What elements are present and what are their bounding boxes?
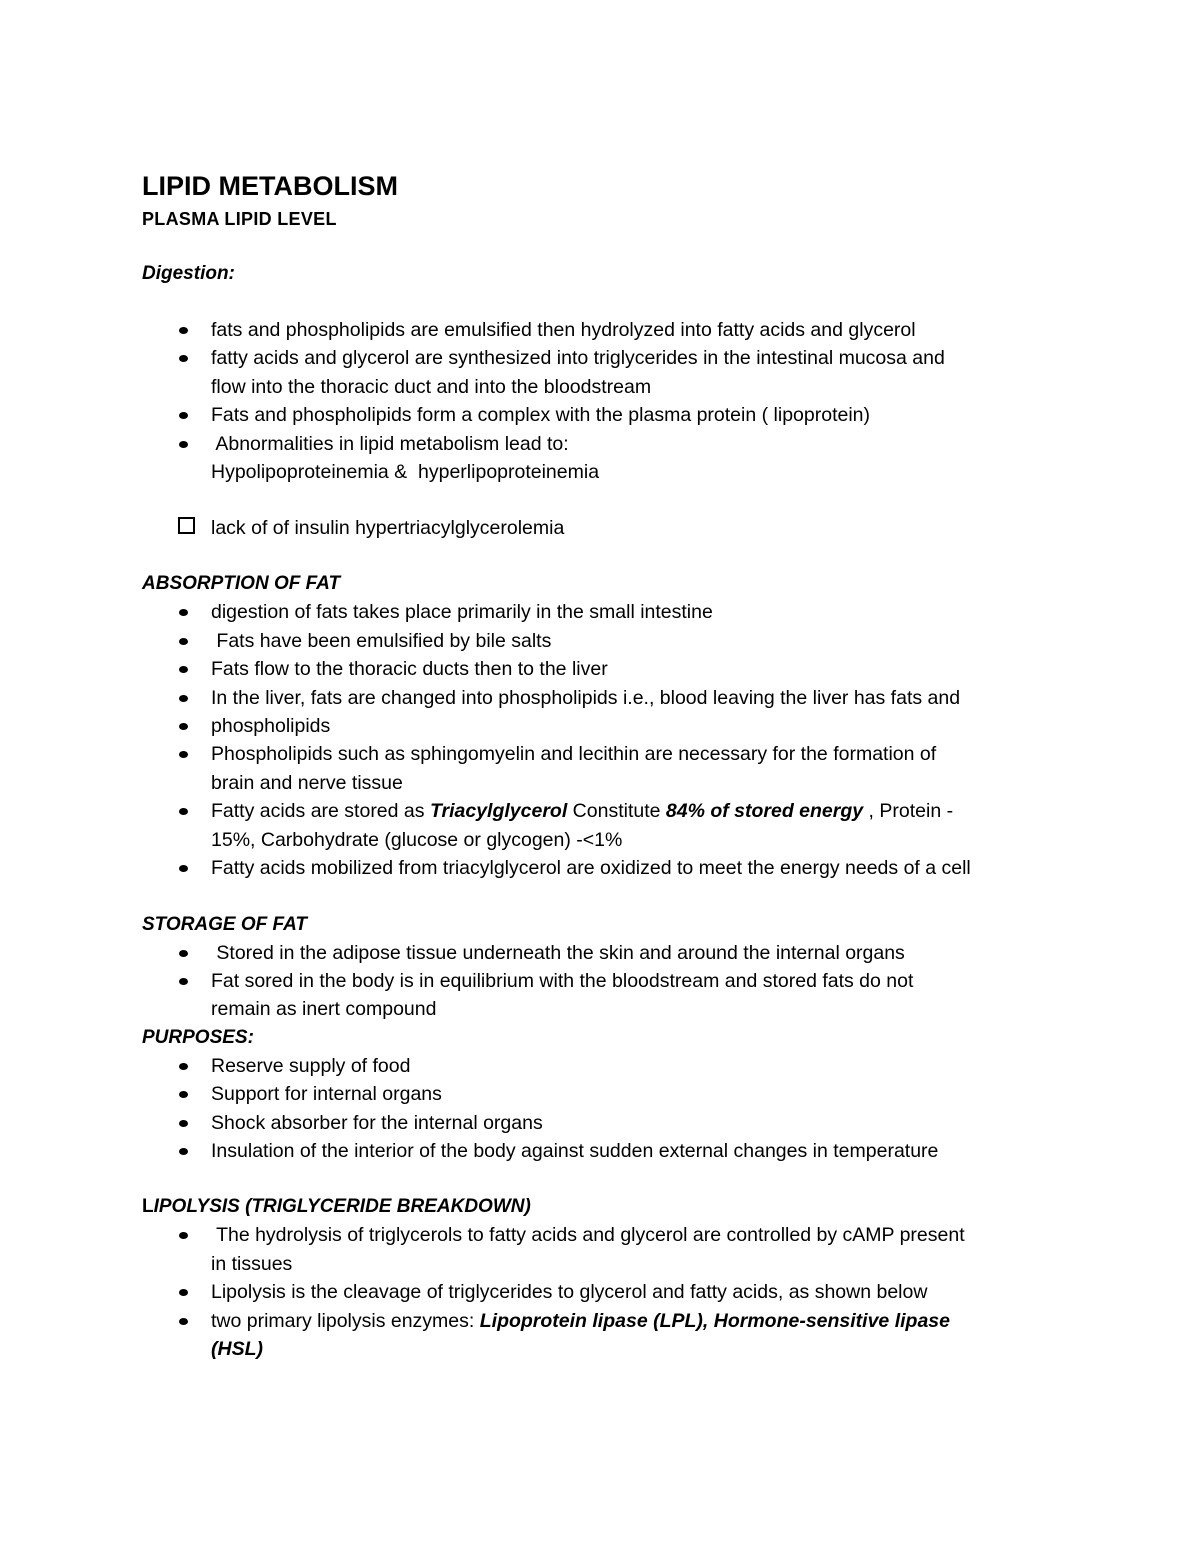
list-item: Insulation of the interior of the body against sudden external changes in temperature — [142, 1137, 1072, 1165]
list-item: Lipolysis is the cleavage of triglycerides to glycerol and fatty acids, as shown below — [142, 1278, 1072, 1306]
purposes-heading: PURPOSES: — [142, 1026, 254, 1048]
absorption-heading: ABSORPTION OF FAT — [142, 573, 341, 595]
lipolysis-heading: LIPOLYSIS (TRIGLYCERIDE BREAKDOWN) — [142, 1196, 531, 1218]
list-item: two primary lipolysis enzymes: Lipoprotein lipase (LPL), Hormone-sensitive lipase (HSL) — [142, 1307, 1072, 1364]
bullet-icon — [179, 751, 188, 758]
list-item: Stored in the adipose tissue underneath the skin and around the internal organs — [142, 939, 1072, 967]
emphasis-stored-energy: 84% of stored energy — [665, 800, 864, 823]
digestion-heading: Digestion: — [142, 263, 235, 284]
emphasis-enzymes: Lipoprotein lipase (LPL), Hormone-sensitive lipase — [479, 1309, 950, 1332]
lipolysis-list — [142, 1221, 1072, 1363]
bullet-icon — [179, 1148, 188, 1155]
absorption-list — [142, 598, 1072, 882]
bullet-icon — [179, 723, 188, 730]
bullet-icon — [179, 950, 188, 957]
list-item: fats and phospholipids are emulsified then hydrolyzed into fatty acids and glycerol — [142, 316, 1072, 344]
list-item: The hydrolysis of triglycerols to fatty acids and glycerol are controlled by cAMP present in tissues — [142, 1221, 1072, 1278]
bullet-icon — [179, 1289, 188, 1296]
list-item: fatty acids and glycerol are synthesized into triglycerides in the intestinal mucosa and flow into the thoracic duct and into the bloodstream — [142, 344, 1072, 401]
storage-list — [142, 939, 1072, 1024]
bullet-icon — [179, 695, 188, 702]
digestion-list — [142, 316, 1072, 486]
list-item: Fatty acids mobilized from triacylglycerol are oxidized to meet the energy needs of a cell — [142, 854, 1072, 882]
list-item: Shock absorber for the internal organs — [142, 1109, 1072, 1137]
document-title: LIPID METABOLISM — [142, 171, 398, 201]
list-item: digestion of fats takes place primarily in the small intestine — [142, 598, 1072, 626]
emphasis-triacylglycerol: Triacylglycerol — [429, 800, 568, 823]
bullet-icon — [179, 441, 188, 448]
checkbox-item: lack of of insulin hypertriacylglycerolemia — [142, 514, 1072, 542]
bullet-icon — [179, 1063, 188, 1070]
checkbox-icon — [178, 517, 195, 534]
bullet-icon — [179, 327, 188, 334]
bullet-icon — [179, 355, 188, 362]
list-item: In the liver, fats are changed into phospholipids i.e., blood leaving the liver has fats and — [142, 684, 1072, 712]
bullet-icon — [179, 609, 188, 616]
list-item: phospholipids — [142, 712, 1072, 740]
bullet-icon — [179, 865, 188, 872]
bullet-icon — [179, 978, 188, 985]
purposes-list — [142, 1052, 1072, 1166]
bullet-icon — [179, 1318, 188, 1325]
bullet-icon — [179, 1091, 188, 1098]
list-item: Phospholipids such as sphingomyelin and lecithin are necessary for the formation of brain and nerve tissue — [142, 740, 1072, 797]
list-item: Fats flow to the thoracic ducts then to the liver — [142, 655, 1072, 683]
bullet-icon — [179, 1120, 188, 1127]
document-page — [142, 168, 1072, 1363]
bullet-icon — [179, 412, 188, 419]
bullet-icon — [179, 638, 188, 645]
list-item: Fat sored in the body is in equilibrium with the bloodstream and stored fats do not remain as inert compound — [142, 967, 1072, 1024]
document-subtitle: PLASMA LIPID LEVEL — [142, 209, 337, 229]
list-item: Abnormalities in lipid metabolism lead to: Hypolipoproteinemia & hyperlipoproteinemia — [142, 430, 1072, 487]
bullet-icon — [179, 808, 188, 815]
bullet-icon — [179, 666, 188, 673]
list-item: Fats have been emulsified by bile salts — [142, 627, 1072, 655]
bullet-icon — [179, 1232, 188, 1239]
storage-heading: STORAGE OF FAT — [142, 913, 308, 935]
list-item: Support for internal organs — [142, 1080, 1072, 1108]
list-item: Reserve supply of food — [142, 1052, 1072, 1080]
list-item: Fats and phospholipids form a complex with the plasma protein ( lipoprotein) — [142, 401, 1072, 429]
list-item: Fatty acids are stored as Triacylglycerol Constitute 84% of stored energy , Protein - 15%, Carbohydrate (glucose or glycogen) -<1% — [142, 797, 1072, 854]
